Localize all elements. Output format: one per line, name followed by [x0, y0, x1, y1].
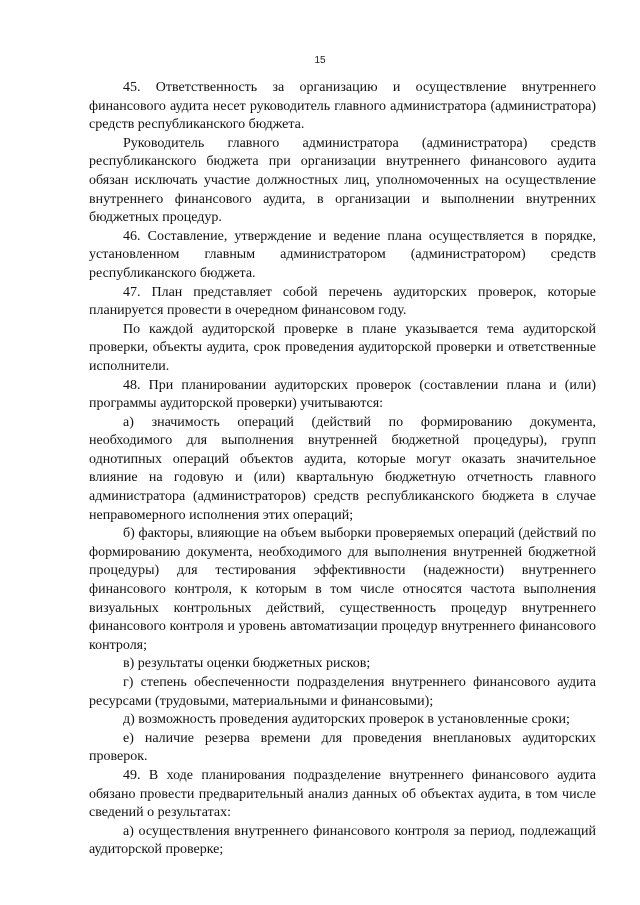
paragraph-48-item-b: б) факторы, влияющие на объем выборки проверяемых операций (действий по формированию документа, необходимого для выполнения внутренней бюджетной процедуры) для тестирования эффективности (надежности) внутреннего финансового контроля, к которым в том числе относятся частота выполнения визуальных контрольных действий, существенность процедур внутреннего финансового контроля и уровень автоматизации процедур внутреннего финансового контроля;	[89, 526, 596, 653]
paragraph-48-item-d: д) возможность проведения аудиторских проверок в установленные сроки;	[123, 712, 570, 728]
paragraph-48-item-a: а) значимость операций (действий по формированию документа, необходимого для выполнения внутренней бюджетной процедуры), групп однотипных операций объектов аудита, которые могут оказать значительное влияние на годовую и (или) квартальную бюджетную отчетность главного администратора (администраторов) средств республиканского бюджета в случае неправомерного исполнения этих операций;	[89, 414, 596, 523]
page-number: 15	[314, 55, 326, 66]
paragraph-48-item-e: е) наличие резерва времени для проведения внеплановых аудиторских проверок.	[89, 730, 596, 765]
paragraph-48-item-v: в) результаты оценки бюджетных рисков;	[123, 656, 371, 672]
paragraph-45: 45. Ответственность за организацию и осуществление внутреннего финансового аудита несет руководитель главного администратора (администратора) средств республиканского бюджета.	[89, 80, 596, 133]
paragraph-47: 47. План представляет собой перечень аудиторских проверок, которые планируется провести в очередном финансовом году.	[89, 284, 596, 319]
paragraph-46: 46. Составление, утверждение и ведение плана осуществляется в порядке, установленном главным администратором (администратором) средств республиканского бюджета.	[89, 228, 596, 281]
paragraph-45-head-duty: Руководитель главного администратора (администратора) средств республиканского бюджета при организации внутреннего финансового аудита обязан исключать участие должностных лиц, уполномоченных на осуществление внутреннего финансового аудита, в организации и выполнении внутренних бюджетных процедур.	[89, 135, 596, 226]
paragraph-49-item-a: а) осуществления внутреннего финансового контроля за период, подлежащий аудиторской проверке;	[89, 823, 596, 858]
paragraph-48-item-g: г) степень обеспеченности подразделения внутреннего финансового аудита ресурсами (трудовыми, материальными и финансовыми);	[89, 675, 596, 709]
paragraph-48: 48. При планировании аудиторских проверок (составлении плана и (или) программы аудиторской проверки) учитываются:	[89, 377, 596, 412]
document-body	[89, 79, 596, 860]
paragraph-47-plan-contents: По каждой аудиторской проверке в плане указывается тема аудиторской проверки, объекты аудита, срок проведения аудиторской проверки и ответственные исполнители.	[89, 321, 596, 374]
paragraph-49: 49. В ходе планирования подразделение внутреннего финансового аудита обязано провести предварительный анализ данных об объектах аудита, в том числе сведений о результатах:	[89, 767, 596, 821]
